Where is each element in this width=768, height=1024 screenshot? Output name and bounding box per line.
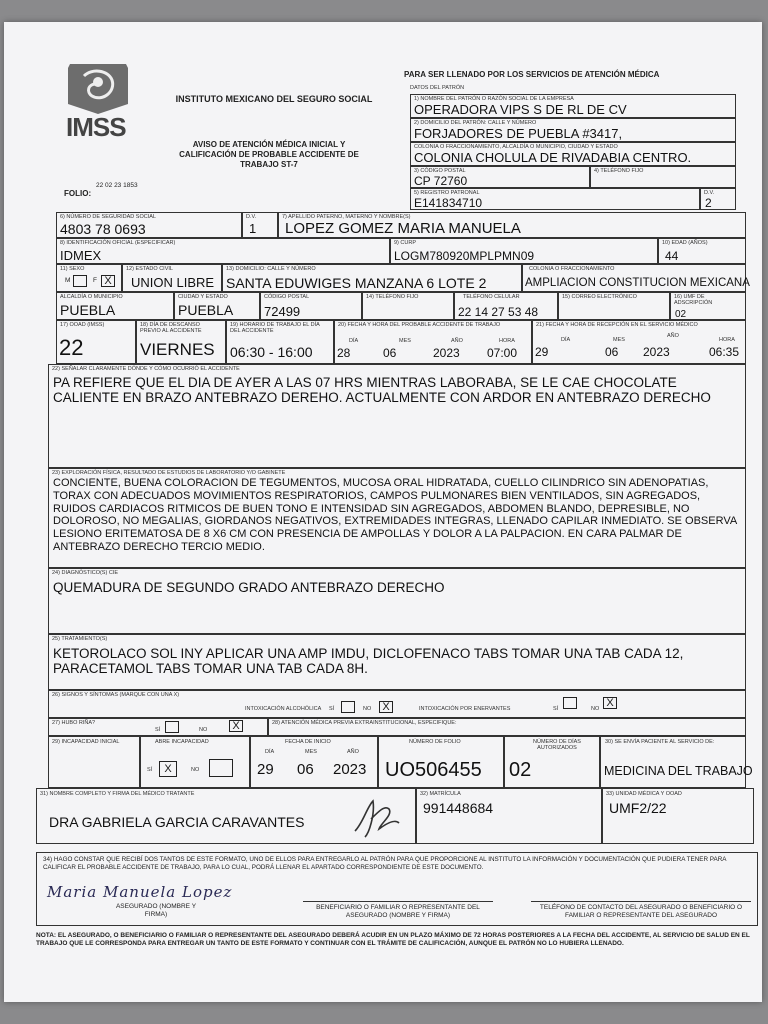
umf-cell: 16) UMF DE ADSCRIPCIÓN 02 — [670, 292, 746, 320]
age: 44 — [665, 249, 679, 263]
cp-cell: CÓDIGO POSTAL 72499 — [260, 292, 362, 320]
drugs-no-checkbox[interactable]: X — [603, 697, 617, 709]
form-sheet — [4, 22, 762, 1002]
accident-hour: 07:00 — [487, 346, 518, 360]
diagnosis: QUEMADURA DE SEGUNDO GRADO ANTEBRAZO DERECHO — [53, 580, 445, 595]
accident-month: 06 — [383, 346, 397, 360]
start-day: 29 — [257, 761, 274, 778]
schedule-cell: 19) HORARIO DE TRABAJO EL DÍA DEL ACCIDENTE 06:30 - 16:00 — [226, 320, 334, 364]
alcohol-no-checkbox[interactable]: X — [379, 701, 393, 713]
email-cell: 15) CORREO ELECTRÓNICO — [558, 292, 670, 320]
reception-hour: 06:35 — [709, 345, 740, 359]
consent-cell — [36, 852, 758, 926]
rest-day-cell: 18) DÍA DE DESCANSO PREVIO AL ACCIDENTE VIERNES — [136, 320, 226, 364]
age-cell: 10) EDAD (AÑOS) 44 — [658, 238, 746, 264]
phone-cell: 14) TELÉFONO FIJO — [362, 292, 454, 320]
form-code: 22 02 23 1853 — [96, 182, 138, 189]
employer-name-cell: 1) NOMBRE DEL PATRÓN O RAZÓN SOCIAL DE LA EMPRESA OPERADORA VIPS S DE RL DE CV — [410, 94, 736, 118]
nss-cell: 6) NÚMERO DE SEGURIDAD SOCIAL 4803 78 0693 — [56, 212, 242, 238]
disability-cell: 29) INCAPACIDAD INICIAL — [48, 736, 140, 788]
nss-dv: 1 — [249, 221, 257, 236]
opens-disability-cell: ABRE INCAPACIDAD SÍ X NO — [140, 736, 250, 788]
employer-colony: COLONIA CHOLULA DE RIVADABIA CENTRO. — [414, 150, 692, 165]
reception-month: 06 — [605, 345, 619, 359]
right-title: PARA SER LLENADO POR LOS SERVICIOS DE ATENCIÓN MÉDICA — [404, 70, 660, 79]
sent-to-service: MEDICINA DEL TRABAJO — [604, 764, 753, 778]
reception-day: 29 — [535, 345, 549, 359]
accident-day: 28 — [337, 346, 351, 360]
employer-phone-cell: 4) TELÉFONO FIJO — [590, 166, 736, 188]
folio-label: FOLIO: — [64, 189, 92, 198]
legal-note: NOTA: EL ASEGURADO, O BENEFICIARIO O FAMILIAR O REPRESENTANTE DEL ASEGURADO DEBERÁ ACUDIR EN UN PLAZO MÁXIMO DE 72 HORAS POSTERIORES A LA FECHA DEL ACCIDENTE, AL SERVICIO DE SALUD EN EL TRABAJO QUE LE CORRESPONDA PARA ENTREGAR UN TANTO DE ESTE FORMATO Y CONTINUAR CON EL TRÁMITE DE CALIFICACIÓN, AUNQUE EL PATRÓN NO LO HUBIERA LLENADO. — [36, 932, 750, 947]
insured-signature-label: ASEGURADO (NOMBRE Y FIRMA) — [115, 903, 197, 918]
consent-text: 34) HAGO CONSTAR QUE RECIBÍ DOS TANTOS DE ESTE FORMATO, UNO DE ELLOS PARA ENTREGARLO AL PATRÓN PARA QUE PROPORCIONE AL INSTITUTO LA INFORMACIÓN Y DOCUMENTACIÓN QUE PUDIERA TENER PARA CALIFICAR EL PROBABLE ACCIDENTE DE TRABAJO, PARA LO CUAL, PODRÁ LLENAR EL APARTADO CORRESPONDIENTE DE ESTE DOCUMENTO. — [43, 856, 727, 871]
patron-label: DATOS DEL PATRÓN — [410, 85, 465, 91]
civil-cell: 12) ESTADO CIVIL UNION LIBRE — [122, 264, 222, 292]
license-cell: 32) MATRÍCULA 991448684 — [416, 788, 602, 844]
employer-colony-cell: COLONIA O FRACCIONAMIENTO, ALCALDÍA O MUNICIPIO, CIUDAD Y ESTADO COLONIA CHOLULA DE RIVADABIA CENTRO. — [410, 142, 736, 166]
fight-yes-checkbox[interactable] — [165, 721, 179, 733]
colony-cell: COLONIA O FRACCIONAMIENTO AMPLIACION CONSTITUCION MEXICANA — [522, 264, 746, 292]
disability-no-checkbox[interactable] — [209, 759, 233, 777]
employer-registry: E141834710 — [414, 196, 483, 210]
city-cell: CIUDAD Y ESTADO PUEBLA — [174, 292, 260, 320]
folio-number: UO506455 — [385, 759, 482, 781]
insured-name-cell: 7) APELLIDO PATERNO, MATERNO Y NOMBRE(S) LOPEZ GOMEZ MARIA MANUELA — [278, 212, 746, 238]
folio-cell: NÚMERO DE FOLIO UO506455 — [378, 736, 504, 788]
curp-cell: 9) CURP LOGM780920MPLPMN09 — [390, 238, 658, 264]
alcohol-yes-checkbox[interactable] — [341, 701, 355, 713]
reception-datetime-cell: 21) FECHA Y HORA DE RECEPCIÓN EN EL SERVICIO MÉDICO DÍA MES AÑO HORA 29 06 2023 06:35 — [532, 320, 746, 364]
cellphone: 22 14 27 53 48 — [458, 305, 539, 319]
sex-m-checkbox[interactable] — [73, 275, 87, 287]
umf: 02 — [675, 309, 687, 320]
accident-year: 2023 — [433, 346, 460, 360]
exam-cell: 23) EXPLORACIÓN FÍSICA, RESULTADO DE ESTUDIOS DE LABORATORIO Y/O GABINETE CONCIENTE, BUENA COLORACION DE TEGUMENTOS, MUCOSA ORAL HIDRATADA, CUELLO CILINDRICO SIN ADENOPATIAS, TORAX CON ADECUADOS MOVIMIENTOS RESPIRATORIOS, CAMPOS PULMONARES BIEN VENTILADOS, SIN AGREGADOS, RUIDOS CARDIACOS RITMICOS DE BUEN TONO E INTENSIDAD SIN AGREGADOS, ABDOMEN BLANDO, DEPRESIBLE, NO DOLOROSO, NO MEGALIAS, GIORDANOS NEGATIVOS, EXTREMIDADES INTEGRAS, LLENADO CAPILAR INMEDIATO. SE OBSERVA LESIONO ERITEMATOSA DE 8 X6 CM CON PRESENCIA DE AMPOLLAS Y DOLOR A LA PALPACION. EN CARA PALMAR DE ANTEBRAZO DERECHO TERCIO MEDIO. — [48, 468, 746, 568]
accident-datetime-cell: 20) FECHA Y HORA DEL PROBABLE ACCIDENTE DE TRABAJO DÍA MES AÑO HORA 28 06 2023 07:00 — [334, 320, 532, 364]
curp: LOGM780920MPLPMN09 — [394, 249, 535, 263]
sex-f-checkbox[interactable]: X — [101, 275, 115, 287]
employer-dv: 2 — [705, 196, 712, 210]
imss-logo — [62, 58, 134, 142]
civil-status: UNION LIBRE — [131, 275, 215, 290]
start-month: 06 — [297, 761, 314, 778]
start-year: 2023 — [333, 761, 367, 778]
street-cell: 13) DOMICILIO: CALLE Y NÚMERO SANTA EDUWIGES MANZANA 6 LOTE 2 — [222, 264, 522, 292]
signs-cell: 26) SIGNOS Y SÍNTOMAS (MARQUE CON UNA X) INTOXICACIÓN ALCOHÓLICA SÍ NO X INTOXICACIÓN POR ENERVANTES SÍ NO X — [48, 690, 746, 718]
authorized-days: 02 — [509, 759, 532, 781]
muni-cell: ALCALDÍA O MUNICIPIO PUEBLA — [56, 292, 174, 320]
fight-cell: 27) HUBO RIÑA? SÍ NO X — [48, 718, 268, 736]
treatment: KETOROLACO SOL INY APLICAR UNA AMP IMDU, DICLOFENACO TABS TOMAR UNA TAB CADA 12, PARACETAMOL TABS TOMAR UNA TAB CADA 8H. — [53, 646, 684, 676]
contact-label: TELÉFONO DE CONTACTO DEL ASEGURADO O BENEFICIARIO O FAMILIAR O REPRESENTANTE DEL ASEGURADO — [531, 901, 751, 919]
accident-description: PA REFIERE QUE EL DIA DE AYER A LAS 07 HRS MIENTRAS LABORABA, SE LE CAE CHOCOLATE CALIENTE EN BRAZO ANTEBRAZO DEREHO. ACTUALMENTE CON ARDOR EN ANTEBRAZO DERECHO — [53, 375, 711, 405]
employer-registry-cell: 5) REGISTRO PATRONAL E141834710 — [410, 188, 700, 210]
doctor-name: DRA GABRIELA GARCIA CARAVANTES — [49, 814, 305, 830]
unit-cell: 33) UNIDAD MÉDICA Y OOAD UMF2/22 — [602, 788, 754, 844]
days-cell: NÚMERO DE DÍAS AUTORIZADOS 02 — [504, 736, 600, 788]
doctor-license: 991448684 — [423, 800, 494, 816]
fight-no-checkbox[interactable]: X — [229, 720, 243, 732]
description-cell: 22) SEÑALAR CLARAMENTE DÓNDE Y CÓMO OCURRIÓ EL ACCIDENTE PA REFIERE QUE EL DIA DE AYER A LAS 07 HRS MIENTRAS LABORABA, SE LE CAE CHOCOLATE CALIENTE EN BRAZO ANTEBRAZO DEREHO. ACTUALMENTE CON ARDOR EN ANTEBRAZO DERECHO — [48, 364, 746, 468]
city: PUEBLA — [178, 302, 234, 318]
form-title: AVISO DE ATENCIÓN MÉDICA INICIAL Y CALIFICACIÓN DE PROBABLE ACCIDENTE DE TRABAJO ST-7 — [179, 140, 359, 169]
sex-cell: 11) SEXO M F X — [56, 264, 122, 292]
medical-unit: UMF2/22 — [609, 800, 667, 816]
treatment-cell: 25) TRATAMIENTO(S) KETOROLACO SOL INY APLICAR UNA AMP IMDU, DICLOFENACO TABS TOMAR UNA TAB CADA 12, PARACETAMOL TABS TOMAR UNA TAB CADA 8H. — [48, 634, 746, 690]
employer-dv-cell: D.V. 2 — [700, 188, 736, 210]
insured-name: LOPEZ GOMEZ MARIA MANUELA — [285, 220, 521, 237]
postal-code: 72499 — [264, 304, 301, 319]
employer-address-cell: 2) DOMICILIO DEL PATRÓN: CALLE Y NÚMERO FORJADORES DE PUEBLA #3417, — [410, 118, 736, 142]
doctor-signature — [349, 793, 405, 841]
street: SANTA EDUWIGES MANZANA 6 LOTE 2 — [226, 275, 487, 291]
official-id: IDMEX — [60, 248, 102, 263]
doctor-cell: 31) NOMBRE COMPLETO Y FIRMA DEL MÉDICO TRATANTE DRA GABRIELA GARCIA CARAVANTES — [36, 788, 416, 844]
cel-cell: TELÉFONO CELULAR 22 14 27 53 48 — [454, 292, 558, 320]
employer-zip: CP 72760 — [414, 174, 468, 188]
colony: AMPLIACION CONSTITUCION MEXICANA — [525, 277, 750, 289]
schedule: 06:30 - 16:00 — [230, 344, 313, 360]
employer-zip-cell: 3) CÓDIGO POSTAL CP 72760 — [410, 166, 590, 188]
delegation: 22 — [59, 335, 84, 360]
drugs-yes-checkbox[interactable] — [563, 697, 577, 709]
diagnosis-cell: 24) DIAGNÓSTICO(S) CIE QUEMADURA DE SEGUNDO GRADO ANTEBRAZO DERECHO — [48, 568, 746, 634]
employer-name: OPERADORA VIPS S DE RL DE CV — [414, 102, 627, 117]
reception-year: 2023 — [643, 345, 670, 359]
sent-to-cell: 30) SE ENVÍA PACIENTE AL SERVICIO DE: MEDICINA DEL TRABAJO — [600, 736, 746, 788]
start-date-cell: FECHA DE INICIO DÍA MES AÑO 29 06 2023 — [250, 736, 378, 788]
beneficiary-label: BENEFICIARIO O FAMILIAR O REPRESENTANTE DEL ASEGURADO (NOMBRE Y FIRMA) — [303, 901, 493, 919]
rest-day: VIERNES — [140, 340, 215, 359]
prior-care-cell: 28) ATENCIÓN MÉDICA PREVIA EXTRAINSTITUCIONAL, ESPECIFIQUE: — [268, 718, 746, 736]
employer-address: FORJADORES DE PUEBLA #3417, — [414, 126, 623, 141]
institute-name: INSTITUTO MEXICANO DEL SEGURO SOCIAL — [175, 94, 373, 104]
delegation-cell: 17) OOAD (IMSS) 22 — [56, 320, 136, 364]
disability-yes-checkbox[interactable]: X — [159, 761, 177, 777]
physical-exam: CONCIENTE, BUENA COLORACION DE TEGUMENTOS, MUCOSA ORAL HIDRATADA, CUELLO CILINDRICO SIN ADENOPATIAS, TORAX CON ADECUADOS MOVIMIENTOS RESPIRATORIOS, CAMPOS PULMONARES BIEN VENTILADOS, SIN AGREGADOS, RUIDOS CARDIACOS RITMICOS DE BUEN TONO E INTENSIDAD SIN AGREGADOS, ABDOMEN BLANDO, DEPRESIBLE, NO DOLOROSO, NO MEGALIAS, GIORDANOS NEGATIVOS, EXTREMIDADES INTEGRAS, LLENADO CAPILAR INMEDIATO. SE OBSERVA LESIONO ERITEMATOSA DE 8 X6 CM CON PRESENCIA DE AMPOLLAS Y DOLOR A LA PALPACION. EN CARA PALMAR DE ANTEBRAZO DERECHO TERCIO MEDIO. — [53, 477, 737, 553]
logo-text: IMSS — [66, 112, 126, 142]
municipality: PUEBLA — [60, 302, 116, 318]
nss: 4803 78 0693 — [60, 221, 146, 237]
id-cell: 8) IDENTIFICACIÓN OFICIAL (ESPECIFICAR) IDMEX — [56, 238, 390, 264]
insured-signature: Maria Manuela Lopez — [47, 883, 233, 901]
nss-dv-cell: D.V. 1 — [242, 212, 278, 238]
